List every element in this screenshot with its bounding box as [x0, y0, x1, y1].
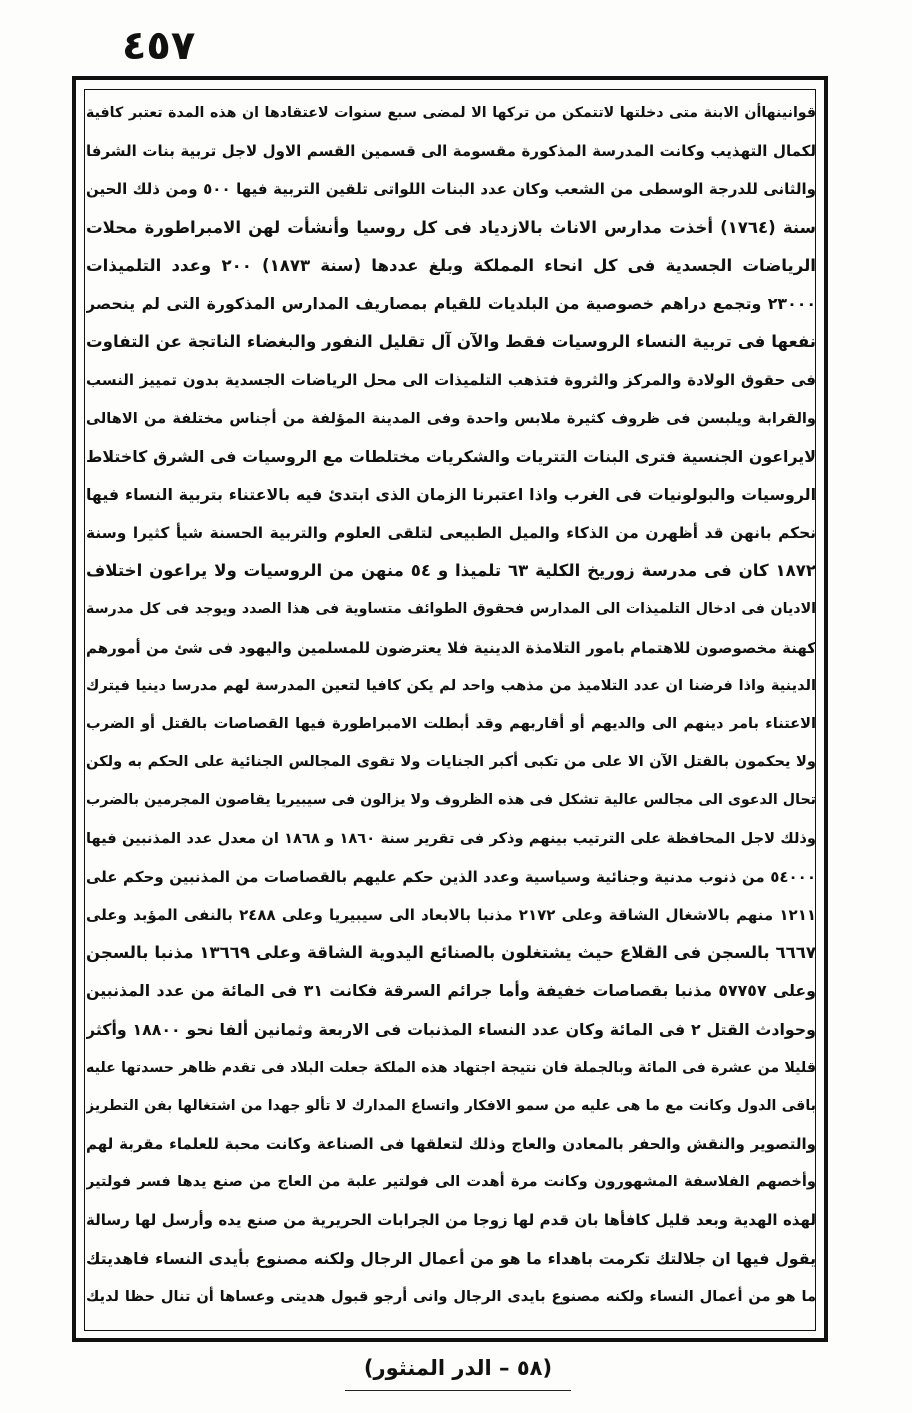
text-line: وحوادث القتل ٢ فى المائة وكان عدد النساء المذنبات فى الاربعة وثمانين ألفا نحو ١٨٨٠٠ وأكثر — [86, 1019, 816, 1039]
text-line: ٢٣٠٠٠ وتجمع دراهم خصوصية من البلديات للقيام بمصاريف المدارس المذكورة التى لم ينحصر — [86, 293, 816, 313]
page-number: ٤٥٧ — [122, 23, 196, 69]
text-line: كهنة مخصوصون للاهتمام بامور التلامذة الدينية فلا يعترضون للمسلمين واليهود فى شئ من أمورهم — [86, 638, 816, 657]
text-line: لكمال التهذيب وكانت المدرسة المذكورة مقسومة الى قسمين القسم الاول لاجل تربية بنات الشرفا — [86, 142, 816, 161]
text-line: وذلك لاجل المحافظة على الترتيب بينهم وذكر فى تقرير سنة ١٨٦٠ و ١٨٦٨ ان معدل عدد المذنبين فيها — [86, 829, 816, 847]
text-line: يقول فيها ان جلالتك تكرمت باهداء ما هو من أعمال الرجال ولكنه مصنوع بأيدى النساء فاهديتك — [86, 1248, 816, 1268]
text-line: لايراعون الجنسية فترى البنات التتريات والشكريات مختلطات مع الروسيات فى الشرق كاختلاط — [86, 446, 816, 466]
text-line: باقى الدول وكانت مع ما هى عليه من سمو الافكار واتساع المدارك لا تألو جهدا من اشتغالها بفن التطريز — [86, 1097, 816, 1114]
text-line: والتصوير والنقش والحفر بالمعادن والعاج وذلك لتعلقها فى الصناعة وكانت محبة للعلماء مقربة لهم — [86, 1135, 816, 1154]
text-line: الاعتناء بامر دينهم الى والديهم أو أقاربهم وقد أبطلت الامبراطورة فيها القصاصات بالقتل أو الضرب — [86, 715, 816, 732]
text-line: والقرابة ويلبسن فى ظروف كثيرة ملابس واحدة وفى المدينة المؤلفة من أجناس مختلفة من الاهالى — [86, 409, 816, 427]
text-line: فى حقوق الولادة والمركز والثروة فتذهب التلميذات الى محل الرياضات الجسدية بدون تمييز النسب — [86, 371, 816, 390]
text-line: وأخصهم الفلاسفة المشهورون وكانت مرة أهدت الى فولتير علبة من العاج من صنع يدها فسر فولتير — [86, 1173, 816, 1191]
text-line: ٦٦٦٧ بالسجن فى القلاع حيث يشتغلون بالصنائع اليدوية الشاقة وعلى ١٣٦٦٩ مذنبا بالسجن — [86, 943, 816, 963]
text-line: تحال الدعوى الى مجالس عالية تشكل فى هذه الظروف ولا يزالون فى سيبيريا يقاصون المجرمين بالضرب — [86, 792, 816, 809]
text-line: لهذه الهدية وبعد قليل كافأها بان قدم لها زوجا من الجرابات الحريرية من صنع يده وأرسل لها رسالة — [86, 1211, 816, 1230]
text-line: الاديان فى ادخال التلميذات الى المدارس فحقوق الطوائف متساوية فى هذا الصدد ويوجد فى كل مدرسة — [86, 601, 816, 618]
text-line: ٥٤٠٠٠ من ذنوب مدنية وجنائية وسياسية وعدد الذين حكم عليهم بالقصاصات من المذنبين وحكم على — [86, 867, 816, 886]
text-line: الرياضات الجسدية فى كل انحاء المملكة وبلغ عددها (سنة ١٨٧٣) ٢٠٠ وعدد التلميذات — [86, 255, 816, 275]
text-line: وعلى ٥٧٧٥٧ مذنبا بقصاصات خفيفة وأما جرائم السرقة فكانت ٣١ فى المائة من عدد المذنبين — [86, 981, 816, 1001]
text-line: والثانى للدرجة الوسطى من الشعب وكان عدد البنات اللواتى تلقين التربية فيها ٥٠٠ ومن ذلك الحين — [86, 180, 816, 199]
text-line: نحكم بانهن قد أظهرن من الذكاء والميل الطبيعى لتلقى العلوم والتربية الحسنة شيأ كثيرا وسنة — [86, 524, 816, 543]
text-line: الدينية واذا فرضنا ان عدد التلاميذ من مذهب واحد لم يكن كافيا لتعين المدرسة لهم مدرسا دينيا فيترك — [86, 676, 816, 694]
signature-mark: (٥٨ – الدر المنثور) — [363, 1356, 553, 1380]
text-line: قليلا من عشرة فى المائة وبالجملة فان نتيجة اجتهاد هذه الملكة جعلت البلاد فى تقدم ظاهر حسدتها عليه — [86, 1059, 816, 1076]
text-line: ما هو من أعمال النساء ولكنه مصنوع بايدى الرجال وانى أرجو قبول هديتى وعساها أن تنال حظا لديك — [86, 1287, 816, 1305]
text-line: نفعها فى تربية النساء الروسيات فقط والآن آل تقليل النفور والبغضاء الناتجة عن التفاوت — [86, 332, 816, 352]
body-text — [86, 94, 816, 1332]
signature-rule — [345, 1390, 571, 1391]
text-line: ١٨٧٢ كان فى مدرسة زوريخ الكلية ٦٣ تلميذا و ٥٤ منهن من الروسيات ولا يراعون اختلاف — [86, 561, 816, 581]
text-line: ولا يحكمون بالقتل الآن الا على من تكبى أكبر الجنايات ولا تقوى المجالس الجنائية على الحكم به ولكن — [86, 753, 816, 771]
text-line: ١٢١١ منهم بالاشغال الشاقة وعلى ٢١٧٢ مذنبا بالابعاد الى سيبيريا وعلى ٢٤٨٨ بالنفى المؤبد وعلى — [86, 905, 816, 924]
text-line: قوانينهاأن الابنة متى دخلتها لاتتمكن من تركها الا لمضى سبع سنوات لاعتقادها ان هذه المدة تعتبر كافية — [86, 105, 816, 121]
text-line: الروسيات والبولونيات فى الغرب واذا اعتبرنا الزمان الذى ابتدئ فيه بالاعتناء بتربية النساء فيها — [86, 484, 816, 504]
text-line: سنة (١٧٦٤) أخذت مدارس الاناث بالازدياد فى كل روسيا وأنشأت لهن الامبراطورة محلات — [86, 217, 816, 237]
